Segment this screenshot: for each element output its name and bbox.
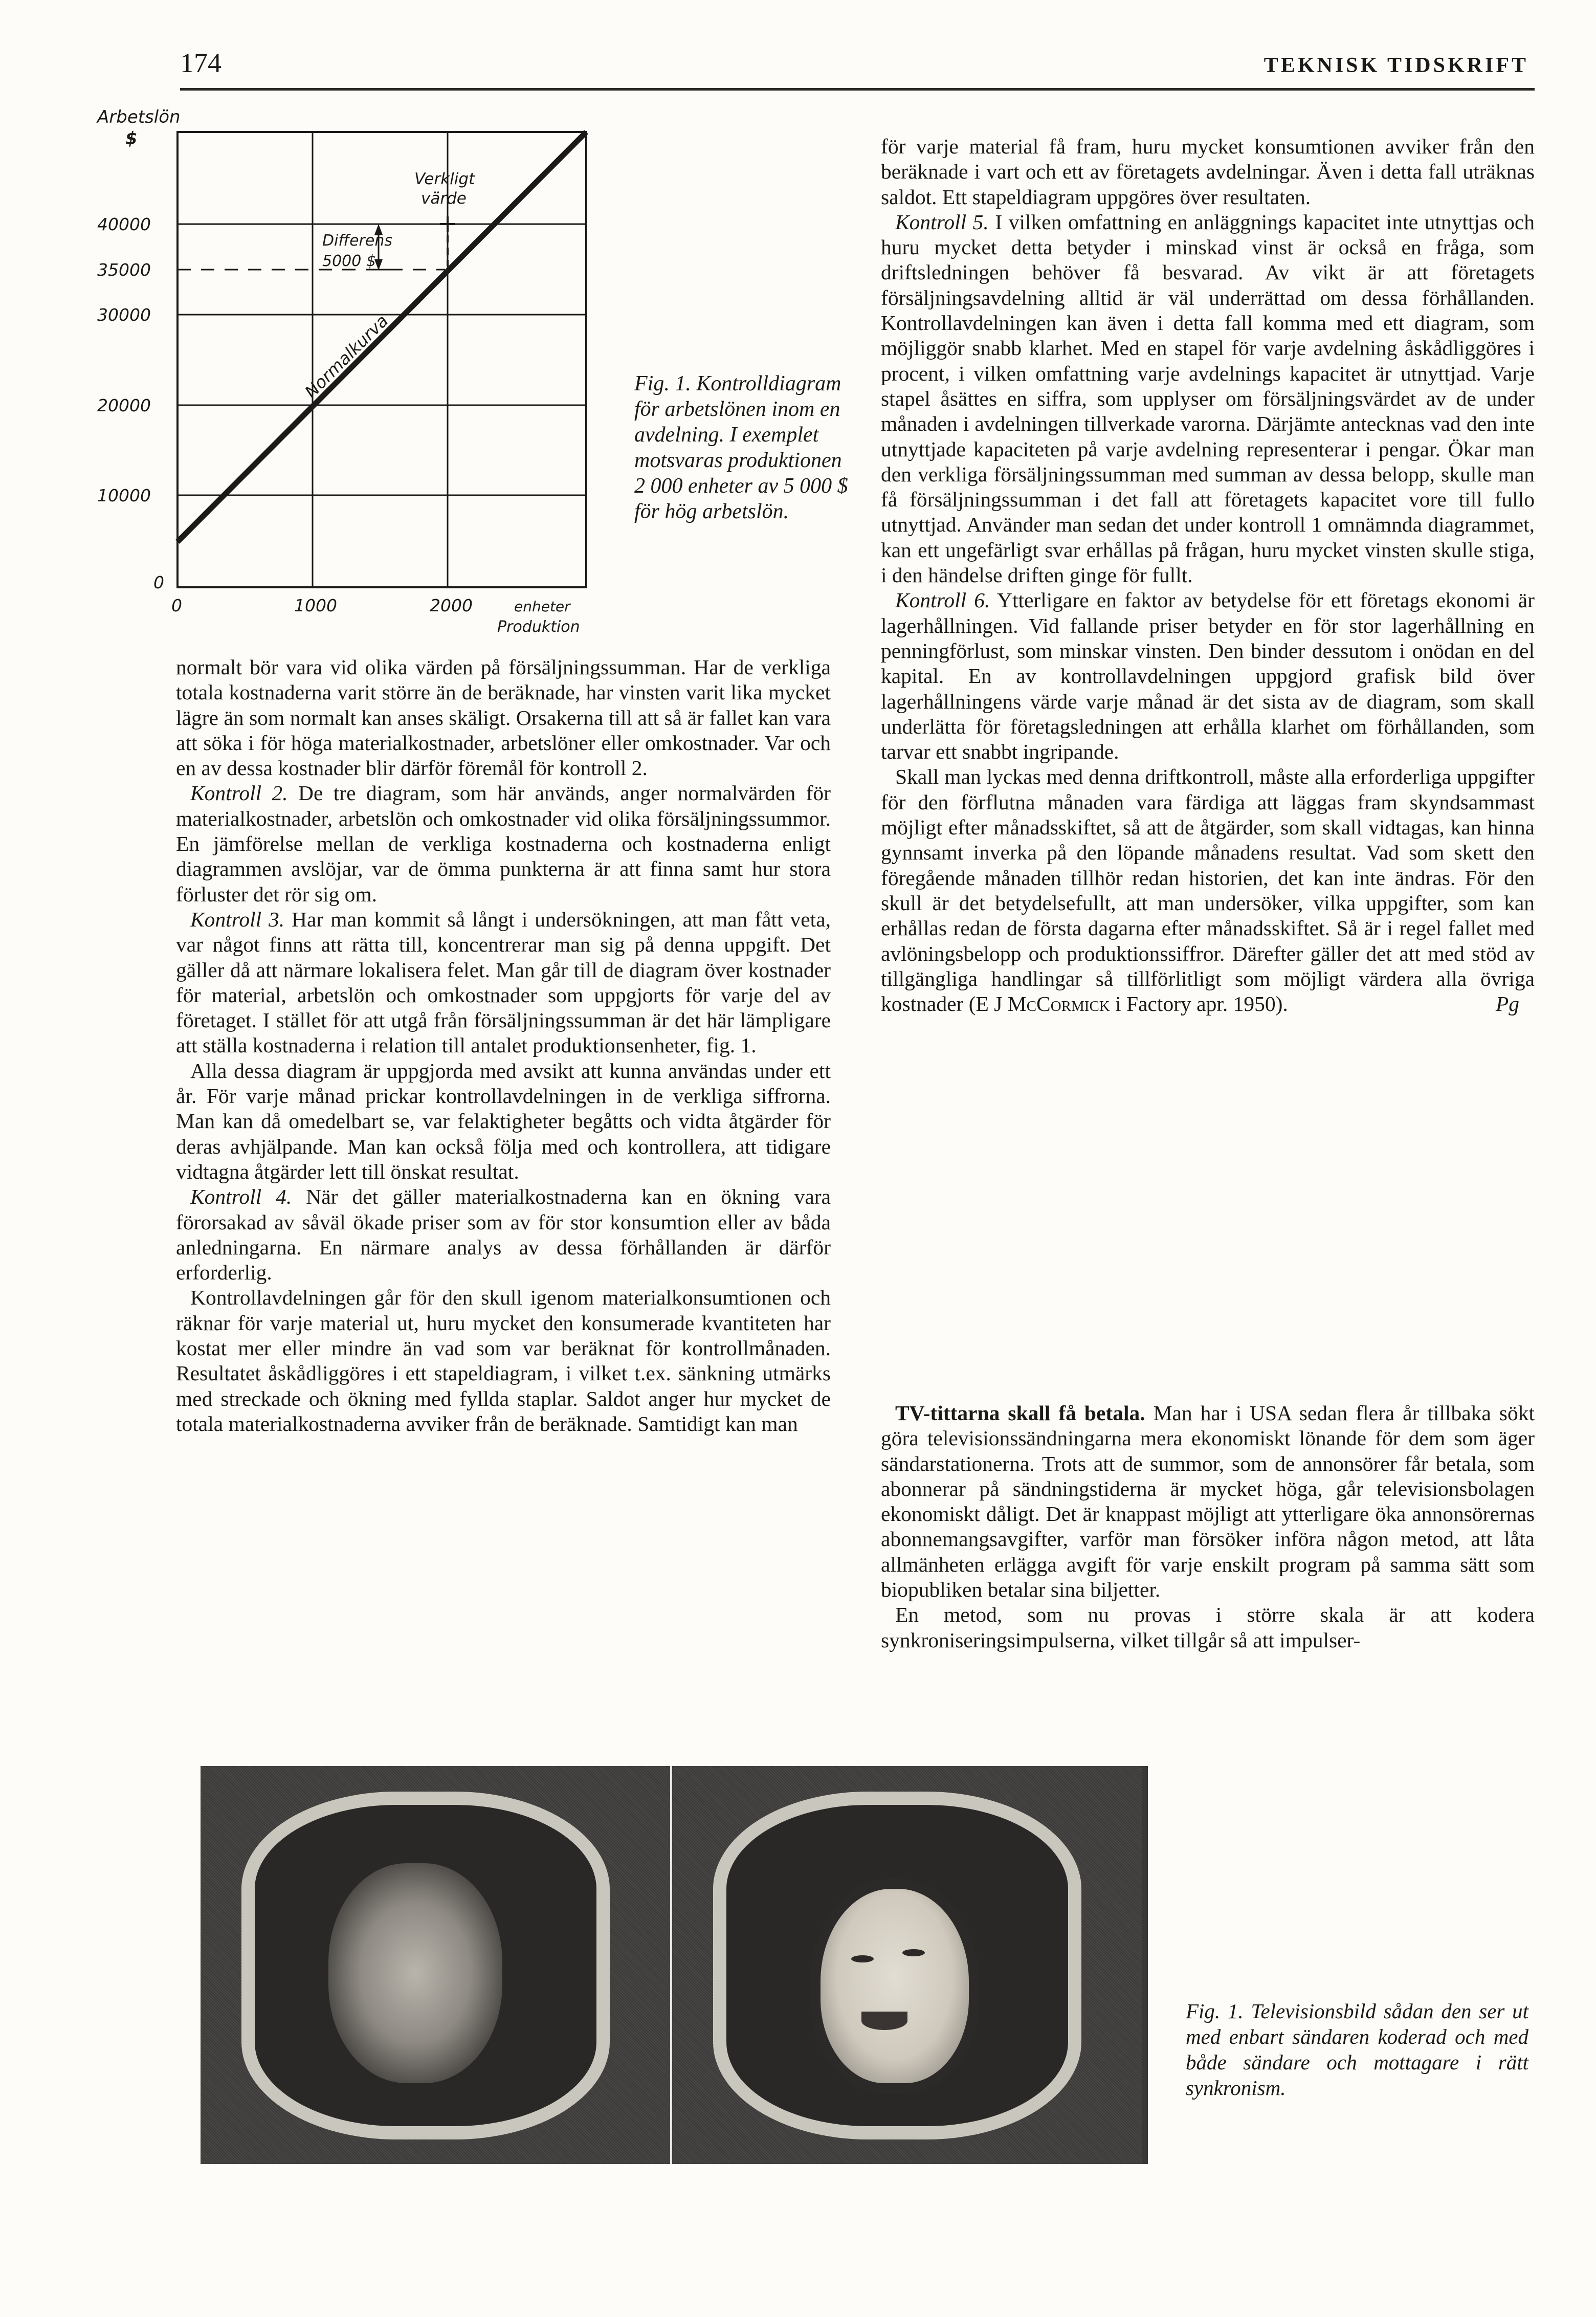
- svg-text:0: 0: [153, 572, 164, 592]
- x-axis-title: Produktion: [497, 618, 580, 636]
- journal-title: TEKNISK TIDSKRIFT: [1264, 54, 1528, 77]
- paragraph: Skall man lyckas med denna driftkontroll, måste alla erforderliga uppgifter för den förflutna månaden vara färdiga att läggas fram skyndsammast möjligt efter månadsskiftet, så att de åtgärder, som skall vidtagas, kan hinna gynnsamt inverka på den löpande månadens resultat. Vad som skett den föregående månaden tillhör redan historien, det kan inte ändras. För den skull är det betydelsefullt, att man undersöker, vilka uppgifter, som kan erhållas redan de första dagarna efter månadsskiftet. Så är i regel fallet med avlöningsbelopp och produktionssiffror. Därefter gäller det att med stöd av tillgängliga handlingar så tillförlitligt som möjligt värdera alla övriga kostnader (E J McCormick i Factory apr. 1950). Pg: [881, 764, 1535, 1017]
- annotation-actual-1: Verkligt: [414, 170, 475, 188]
- svg-text:20000: 20000: [97, 395, 151, 415]
- x-axis-unit: enheter: [514, 598, 570, 615]
- tv-paragraph-2: En metod, som nu provas i större skala är att kodera synkroniseringsimpulserna, vilket tillgår så att impulser-: [881, 1603, 1535, 1652]
- paragraph: Alla dessa diagram är uppgjorda med avsikt att kunna användas under ett år. För varje månad prickar kontrollavdelningen in de verkliga siffrorna. Man kan då omedelbart se, var felaktigheter begåtts och vidta åtgärder för deras avhjälpande. Man kan också följa med och kontrollera, att tidigare vidtagna åtgärder lett till önskat resultat.: [176, 1058, 831, 1183]
- paragraph-kontroll-3: Kontroll 3. Har man kommit så långt i undersökningen, att man fått veta, var något finns att rätta till, koncentrerar man sig på denna uppgift. Det gäller då att närmare lokalisera felet. Man går till de diagram över kostnader för material, arbetslön och omkostnader som uppgjorts för varje del av företaget. I stället för att utgå från försäljningssumman är det här lämpligare att ställa kostnaderna i relation till antalet produktionsenheter, fig. 1.: [176, 907, 831, 1057]
- photo-caption: Fig. 1. Televisionsbild sådan den ser ut med enbart sändaren koderad och med både sändare och mottagare i rätt synkronism.: [1186, 1999, 1528, 2100]
- paragraph-kontroll-5: Kontroll 5. I vilken omfattning en anläggnings kapacitet inte utnyttjas och huru mycket detta betyder i minskad vinst är också en fråga, som driftsledningen behöver få besvarad. Av vikt är att företagets försäljningsavdelning alltid är väl underrättad om dessa förhållanden. Kontrollavdelningen kan även i detta fall komma med ett diagram, som möjliggör snabb klarhet. Med en stapel för varje avdelning åskådliggöres i procent, i vilken omfattning varje avdelnings kapacitet är utnyttjad. Varje stapel åsättes en siffra, som upplyser om försäljningsvärdet av de under månaden i avdelningen tillverkade varorna. Därjämte antecknas vad den inte utnyttjade kapaciteten på varje avdelning representerar i pengar. Ökar man den verkliga försäljningssumman med summan av dessa belopp, skulle man få försäljningssumman i det fall att företagets kapacitet vore till fullo utnyttjad. Använder man sedan det under kontroll 1 omnämnda diagrammet, kan ett ungefärligt svar erhållas på frågan, huru mycket vinsten skulle stiga, i den händelse driften ginge för fullt.: [881, 210, 1535, 587]
- scrambled-picture: [328, 1863, 502, 2083]
- svg-text:40000: 40000: [97, 214, 151, 234]
- tv-article: [881, 1401, 1535, 1653]
- paragraph-kontroll-2: Kontroll 2. De tre diagram, som här används, anger normalvärden för materialkostnader, arbetslön och omkostnader vid olika försäljningssummor. En jämförelse mellan de verkliga kostnaderna och kostnaderna enligt diagrammen avslöjar, var de ömma punkterna är att finna samt hur stora förluster det rör sig om.: [176, 781, 831, 906]
- control-diagram-chart: [77, 97, 629, 665]
- woman-face-picture: [810, 1879, 979, 2093]
- svg-text:1000: 1000: [294, 595, 337, 615]
- paragraph-kontroll-4: Kontroll 4. När det gäller materialkostnaderna kan en ökning vara förorsakad av såväl ökade priser som av för stor konsumtion eller av båda anledningarna. En närmare analys av dessa förhållanden är därför erforderlig.: [176, 1185, 831, 1285]
- paragraph: för varje material få fram, huru mycket konsumtionen avviker från den beräknade i vart och ett av företagets avdelningar. Även i detta fall uträknas saldot. Ett stapeldiagram uppgöres över resultaten.: [881, 135, 1535, 209]
- tv-photos: [201, 1766, 1148, 2164]
- svg-text:2000: 2000: [430, 595, 473, 615]
- svg-text:35000: 35000: [97, 260, 151, 280]
- chart-svg: [77, 97, 629, 665]
- y-axis-unit: $: [125, 128, 138, 149]
- paragraph: Kontrollavdelningen går för den skull igenom materialkonsumtionen och räknar för varje material ut, huru mycket den konsumerade kvantiteten har kostat mer eller mindre än vad som var beräknat för kontrollmånaden. Resultatet åskådliggöres i ett stapeldiagram, i vilket t.ex. sänkning utmärks med streckade och ökning med fyllda staplar. Saldot anger hur mycket de totala materialkostnaderna avviker från de beräknade. Samtidigt kan man: [176, 1286, 831, 1436]
- tv-headline: TV-tittarna skall få betala.: [895, 1401, 1145, 1425]
- citation-author: McCormick: [1007, 992, 1110, 1016]
- svg-text:10000: 10000: [97, 486, 151, 505]
- synchronized-tv-image: [672, 1766, 1142, 2164]
- left-column: [176, 655, 831, 1437]
- header-divider: [180, 88, 1535, 91]
- paragraph: normalt bör vara vid olika värden på försäljningssumman. Har de verkliga totala kostnaderna varit större än de beräknade, har vinsten varit lika mycket lägre än som normalt kan anses skäligt. Orsakerna till att så är fallet kan vara att söka i för höga materialkostnader, arbetslöner eller omkostnader. Var och en av dessa kostnader blir därför föremål för kontroll 2.: [176, 655, 831, 780]
- svg-text:0: 0: [171, 595, 182, 615]
- page-number: 174: [180, 48, 221, 78]
- author-signature: Pg: [1495, 992, 1519, 1016]
- chart-grid: [178, 132, 586, 587]
- svg-text:30000: 30000: [97, 305, 151, 325]
- tv-paragraph-1: TV-tittarna skall få betala. Man har i USA sedan flera år tillbaka sökt göra televisionssändningarna mera ekonomiskt lönande för dem som äger sändarstationerna. Trots att de summor, som de annonsörer får betala, som abonnerar på sändningstiderna är mycket höga, går televisionsbolagen ekonomiskt dåligt. Det är knappast möjligt att ytterligare öka annonsörernas abonnemangsavgifter, varför man försöker införa någon metod, att låta allmänheten erlägga avgift för varje enskilt program på samma sätt som biopubliken betalar sina biljetter.: [881, 1401, 1535, 1602]
- annotation-diff-2: 5000 $: [322, 252, 376, 270]
- annotation-diff-1: Differens: [322, 232, 392, 250]
- right-column: [881, 134, 1535, 1017]
- scrambled-tv-image: [201, 1766, 670, 2164]
- paragraph-kontroll-6: Kontroll 6. Ytterligare en faktor av betydelse för ett företags ekonomi är lagerhållningen. Vid fallande priser betyder en för stor lagerhållning en penningförlust, som minskar vinsten. Den binder dessutom i onödan en del kapital. En av kontrollavdelningen uppgjord grafisk bild över lagerhållningens värde varje månad är det sista av de diagram, som skall underlätta för företagsledningen att erhålla klarhet om förhållanden, som tarvar ett snabbt ingripande.: [881, 588, 1535, 764]
- normal-curve-line: [178, 132, 586, 542]
- annotation-actual-2: värde: [421, 189, 467, 208]
- y-axis-title: Arbetslön: [97, 107, 181, 127]
- figure-1-caption: Fig. 1. Kontrolldiagram för arbetslönen inom en avdelning. I exemplet motsvaras produktionen 2 000 enheter av 5 000 $ för hög arbetslön.: [634, 372, 848, 523]
- curve-label: Normalkurva: [301, 311, 392, 402]
